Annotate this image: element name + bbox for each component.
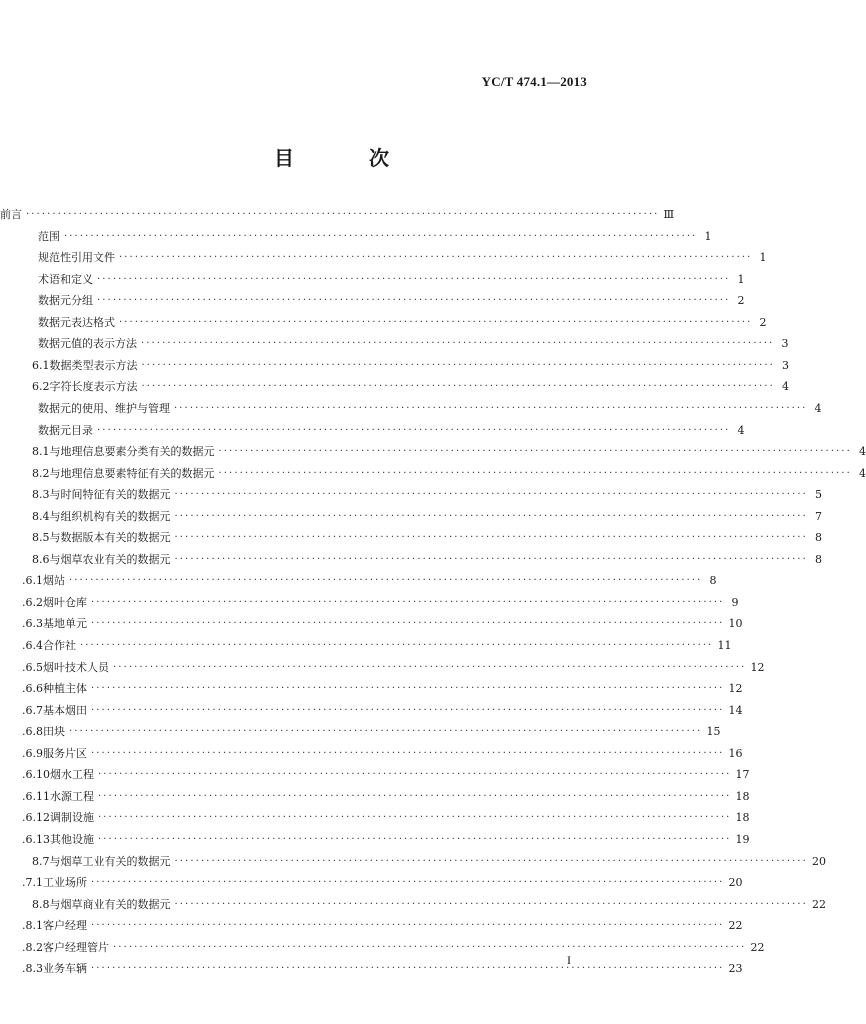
toc-entry-page: 8 xyxy=(709,574,717,588)
toc-entry-title: 数据元分组 xyxy=(38,294,93,308)
toc-entry[interactable] xyxy=(22,956,743,976)
toc-entry-page: Ⅲ xyxy=(663,208,675,221)
toc-entry-number: .8.2 xyxy=(22,940,43,954)
page-number: I xyxy=(567,953,571,967)
toc-entry-title: 术语和定义 xyxy=(38,272,93,286)
toc-entry[interactable] xyxy=(32,461,866,481)
toc-entry-title: 与时间特征有关的数据元 xyxy=(49,488,171,502)
toc-entry-title: 范围 xyxy=(38,229,60,243)
toc-entry-number: .8.3 xyxy=(22,962,43,976)
toc-entry[interactable] xyxy=(22,568,717,588)
toc-entry[interactable] xyxy=(32,482,822,502)
toc-entry-page: 18 xyxy=(735,811,750,825)
toc-entry-title: 烟叶仓库 xyxy=(43,595,87,609)
toc-entry-number: .6.5 xyxy=(22,660,43,674)
toc-leader-dots: ························································································································ xyxy=(69,726,703,738)
toc-entry-title: 数据元表达格式 xyxy=(38,315,115,329)
toc-entry-number: .6.4 xyxy=(22,639,43,652)
toc-entry-page: 18 xyxy=(735,789,750,803)
toc-entry-title: 与地理信息要素特征有关的数据元 xyxy=(49,466,215,480)
toc-leader-dots: ························································································································ xyxy=(91,704,725,716)
toc-entry-title: 与数据版本有关的数据元 xyxy=(49,531,171,545)
toc-entry-number: .6.2 xyxy=(22,595,43,609)
toc-leader-dots: ························································································································ xyxy=(218,467,852,479)
toc-entry-page: 19 xyxy=(735,832,750,846)
toc-leader-dots: ························································································································ xyxy=(64,230,698,242)
toc-entry-title: 水源工程 xyxy=(50,789,94,803)
toc-entry-number: .7.1 xyxy=(22,876,43,890)
toc-entry-page: 4 xyxy=(737,423,745,437)
toc-leader-dots: ························································································································ xyxy=(174,510,808,522)
toc-entry[interactable] xyxy=(32,547,822,567)
toc-entry-number: .6.8 xyxy=(22,725,43,739)
toc-entry[interactable] xyxy=(0,202,675,222)
toc-entry-number: .6.9 xyxy=(22,746,43,760)
toc-leader-dots: ························································································································ xyxy=(91,596,725,608)
toc-entry-page: 9 xyxy=(731,595,739,609)
toc-leader-dots: ························································································································ xyxy=(80,640,714,651)
toc-entry-page: 22 xyxy=(728,919,743,933)
toc-entry[interactable] xyxy=(22,676,743,696)
toc-entry-title: 数据类型表示方法 xyxy=(49,358,138,372)
toc-entry-title: 数据元目录 xyxy=(38,423,93,437)
toc-entry-number: 8.6 xyxy=(32,552,50,566)
toc-entry-page: 3 xyxy=(781,337,789,351)
toc-leader-dots: ························································································································ xyxy=(98,833,732,845)
toc-entry-title: 种植主体 xyxy=(43,682,87,696)
toc-entry-page: 15 xyxy=(706,725,721,739)
toc-entry[interactable] xyxy=(32,504,822,524)
toc-leader-dots: ························································································································ xyxy=(174,553,808,565)
toc-entry-page: 22 xyxy=(811,897,826,911)
toc-entry-title: 与组织机构有关的数据元 xyxy=(49,509,171,523)
toc-entry-page: 23 xyxy=(728,962,743,976)
toc-leader-dots: ························································································································ xyxy=(26,209,660,220)
toc-entry-title: 客户经理管片 xyxy=(43,940,109,954)
toc-entry-page: 1 xyxy=(704,229,712,243)
toc-entry[interactable] xyxy=(32,892,826,912)
toc-entry[interactable] xyxy=(22,655,765,675)
toc-entry[interactable] xyxy=(22,827,750,847)
toc-entry[interactable] xyxy=(38,418,745,438)
toc-entry-title: 与烟草工业有关的数据元 xyxy=(49,854,171,868)
toc-entry-number: .6.1 xyxy=(22,574,43,588)
toc-entry-number: .6.12 xyxy=(22,811,50,825)
toc-entry-title: 数据元的使用、维护与管理 xyxy=(38,401,170,415)
toc-entry[interactable] xyxy=(22,762,750,782)
toc-entry-title: 工业场所 xyxy=(43,876,87,890)
toc-entry-page: 7 xyxy=(814,509,822,523)
toc-entry-page: 2 xyxy=(737,294,745,308)
toc-entry-page: 12 xyxy=(750,660,765,674)
toc-leader-dots: ························································································································ xyxy=(91,877,725,889)
toc-entry-title: 烟站 xyxy=(43,574,65,588)
toc-entry-title: 调制设施 xyxy=(50,811,94,825)
toc-entry[interactable] xyxy=(22,870,743,890)
toc-entry[interactable] xyxy=(22,913,743,933)
toc-entry-number: .6.13 xyxy=(22,832,50,846)
toc-entry-page: 1 xyxy=(737,272,745,286)
toc-entry-number: .6.3 xyxy=(22,617,43,631)
toc-entry-title: 业务车辆 xyxy=(43,962,87,976)
toc-entry-number: 8.4 xyxy=(32,509,50,523)
toc-entry[interactable] xyxy=(38,288,745,308)
toc-entry-title: 客户经理 xyxy=(43,919,87,933)
toc-entry-page: 4 xyxy=(814,401,822,415)
toc-entry-page: 4 xyxy=(781,380,789,394)
toc-entry-page: 4 xyxy=(858,466,866,480)
toc-entry[interactable] xyxy=(22,935,765,955)
toc-entry-number: 8.7 xyxy=(32,854,50,868)
toc-entry-page: 11 xyxy=(717,639,732,652)
toc-entry-title: 服务片区 xyxy=(43,746,87,760)
toc-entry-number: 8.3 xyxy=(32,488,50,502)
toc-entry-page: 22 xyxy=(750,940,765,954)
toc-entry-page: 8 xyxy=(814,531,822,545)
toc-leader-dots: ························································································································ xyxy=(97,273,731,285)
toc-entry[interactable] xyxy=(22,784,750,804)
toc-entry-number: 8.2 xyxy=(32,466,50,480)
toc-entry[interactable] xyxy=(38,245,767,265)
toc-entry[interactable] xyxy=(38,267,745,287)
toc-leader-dots: ························································································································ xyxy=(113,661,747,673)
toc-entry-page: 3 xyxy=(781,358,789,372)
toc-leader-dots: ························································································································ xyxy=(91,683,725,695)
toc-entry-title: 规范性引用文件 xyxy=(38,251,115,265)
toc-leader-dots: ························································································································ xyxy=(91,963,725,975)
toc-entry-title: 其他设施 xyxy=(50,832,94,846)
toc-leader-dots: ························································································································ xyxy=(91,747,725,759)
toc-entry-number: .6.10 xyxy=(22,768,50,782)
toc-leader-dots: ························································································································ xyxy=(98,769,732,781)
toc-leader-dots: ························································································································ xyxy=(91,920,725,932)
toc-entry[interactable] xyxy=(32,439,866,459)
toc-entry-page: 20 xyxy=(728,876,743,890)
toc-leader-dots: ························································································································ xyxy=(113,941,747,953)
toc-entry-title: 前言 xyxy=(0,208,22,221)
toc-entry[interactable] xyxy=(38,331,789,351)
toc-entry[interactable] xyxy=(22,741,743,761)
toc-leader-dots: ························································································································ xyxy=(98,790,732,802)
toc-entry[interactable] xyxy=(38,224,712,244)
toc-leader-dots: ························································································································ xyxy=(141,381,775,393)
toc-leader-dots: ························································································································ xyxy=(69,575,703,587)
toc-entry[interactable] xyxy=(38,396,822,416)
toc-entry-page: 5 xyxy=(814,488,822,502)
toc-entry-number: 8.1 xyxy=(32,445,50,459)
toc-entry[interactable] xyxy=(22,698,743,718)
toc-entry[interactable] xyxy=(38,310,767,330)
toc-entry[interactable] xyxy=(22,719,721,739)
toc-entry-page: 16 xyxy=(728,746,743,760)
toc-leader-dots: ························································································································ xyxy=(141,359,775,371)
toc-entry-page: 10 xyxy=(728,617,743,631)
toc-entry[interactable] xyxy=(32,374,789,394)
toc-entry-number: .6.6 xyxy=(22,682,43,696)
toc-entry[interactable] xyxy=(22,590,739,610)
toc-leader-dots: ························································································································ xyxy=(174,855,808,867)
toc-entry-page: 12 xyxy=(728,682,743,696)
toc-entry[interactable] xyxy=(32,353,789,373)
toc-leader-dots: ························································································································ xyxy=(174,532,808,544)
toc-leader-dots: ························································································································ xyxy=(174,402,808,414)
toc-entry-page: 4 xyxy=(858,445,866,459)
toc-leader-dots: ························································································································ xyxy=(97,295,731,307)
toc-entry-title: 与烟草农业有关的数据元 xyxy=(49,552,171,566)
toc-entry-title: 合作社 xyxy=(43,639,76,652)
toc-entry-number: 6.2 xyxy=(32,380,50,394)
toc-entry[interactable] xyxy=(32,525,822,545)
toc-entry-title: 田块 xyxy=(43,725,65,739)
toc-entry-title: 与地理信息要素分类有关的数据元 xyxy=(49,445,215,459)
toc-entry-number: 8.5 xyxy=(32,531,50,545)
toc-entry-number: .6.7 xyxy=(22,703,43,717)
document-code: YC/T 474.1—2013 xyxy=(481,74,587,89)
toc-entry-number: .6.11 xyxy=(22,789,50,803)
toc-entry-title: 与烟草商业有关的数据元 xyxy=(49,897,171,911)
page-title: 目 次 xyxy=(274,146,423,170)
toc-entry-number: 6.1 xyxy=(32,358,50,372)
toc-entry-title: 基本烟田 xyxy=(43,703,87,717)
toc-leader-dots: ························································································································ xyxy=(97,424,731,436)
toc-entry[interactable] xyxy=(32,849,826,869)
toc-leader-dots: ························································································································ xyxy=(174,489,808,501)
toc-entry-title: 烟叶技术人员 xyxy=(43,660,109,674)
toc-entry-number: 8.8 xyxy=(32,897,50,911)
toc-entry-title: 基地单元 xyxy=(43,617,87,631)
toc-entry[interactable] xyxy=(22,633,732,653)
toc-leader-dots: ························································································································ xyxy=(218,446,852,458)
toc-entry-page: 2 xyxy=(759,315,767,329)
toc-entry-number: .8.1 xyxy=(22,919,43,933)
toc-entry-title: 数据元值的表示方法 xyxy=(38,337,137,351)
toc-leader-dots: ························································································································ xyxy=(141,338,775,350)
toc-entry-page: 20 xyxy=(811,854,826,868)
toc-entry-page: 1 xyxy=(759,251,767,265)
toc-leader-dots: ························································································································ xyxy=(119,316,753,328)
toc-leader-dots: ························································································································ xyxy=(98,812,732,824)
toc-entry-page: 8 xyxy=(814,552,822,566)
toc-entry-page: 17 xyxy=(735,768,750,782)
toc-entry-page: 14 xyxy=(728,703,743,717)
toc-entry-title: 烟水工程 xyxy=(50,768,94,782)
toc-entry[interactable] xyxy=(22,805,750,825)
toc-entry-title: 字符长度表示方法 xyxy=(49,380,138,394)
toc-leader-dots: ························································································································ xyxy=(119,252,753,264)
toc-leader-dots: ························································································································ xyxy=(91,618,725,630)
toc-leader-dots: ························································································································ xyxy=(174,898,808,910)
toc-entry[interactable] xyxy=(22,611,743,631)
